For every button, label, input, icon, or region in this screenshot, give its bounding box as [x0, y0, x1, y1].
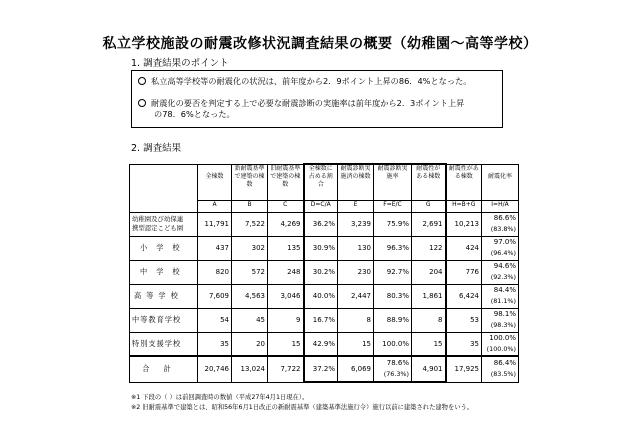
points-box [131, 70, 503, 128]
footnote-2: ※2 旧耐震基準で建築とは、昭和56年6月1日改正の新耐震基準（建築基準法施行令）施行以前に建築された建物をいう。 [131, 404, 474, 411]
cell-a: 54 [198, 308, 232, 332]
table-row [130, 260, 519, 284]
cell-f: 96.3% [374, 236, 412, 260]
row-label: 幼稚園及び幼保連 携型認定こども園 [130, 212, 198, 236]
code-h: H=B+G [446, 200, 482, 212]
header-seismic-old: 耐震性がある棟数 [412, 164, 446, 200]
cell-a: 20,746 [198, 356, 232, 382]
cell-i: 86.6% (83.8%) [482, 212, 519, 236]
cell-g: 15 [412, 332, 446, 356]
cell-e: 6,069 [338, 356, 374, 382]
cell-c: 4,269 [268, 212, 304, 236]
row-label: 中学校 [130, 260, 198, 284]
cell-h: 776 [446, 260, 482, 284]
results-table [129, 163, 519, 383]
cell-a: 11,791 [198, 212, 232, 236]
cell-h: 6,424 [446, 284, 482, 308]
cell-e: 3,239 [338, 212, 374, 236]
cell-d: 30.2% [304, 260, 338, 284]
cell-f: 88.9% [374, 308, 412, 332]
cell-d: 37.2% [304, 356, 338, 382]
circle-bullet-icon [138, 77, 146, 85]
cell-d: 40.0% [304, 284, 338, 308]
header-old-standard: 旧耐震基準で建築の棟数 [268, 164, 304, 200]
cell-e: 2,447 [338, 284, 374, 308]
table-row [130, 236, 519, 260]
cell-h: 424 [446, 236, 482, 260]
cell-f: 80.3% [374, 284, 412, 308]
cell-b: 572 [232, 260, 268, 284]
footnote-1: ※1 下段の（ ）は前回調査時の数値（平成27年4月1日現在）。 [131, 394, 309, 401]
cell-h: 53 [446, 308, 482, 332]
cell-d: 42.9% [304, 332, 338, 356]
cell-d: 36.2% [304, 212, 338, 236]
cell-i: 100.0% (100.0%) [482, 332, 519, 356]
cell-g: 204 [412, 260, 446, 284]
code-g: G [412, 200, 446, 212]
cell-e: 15 [338, 332, 374, 356]
cell-a: 7,609 [198, 284, 232, 308]
cell-i: 86.4% (83.5%) [482, 356, 519, 382]
cell-a: 820 [198, 260, 232, 284]
cell-a: 35 [198, 332, 232, 356]
cell-g: 2,691 [412, 212, 446, 236]
cell-b: 13,024 [232, 356, 268, 382]
cell-f: 75.9% [374, 212, 412, 236]
cell-a: 437 [198, 236, 232, 260]
section-heading-results: 2. 調査結果 [131, 143, 182, 154]
point-1: 私立高等学校等の耐震化の状況は、前年度から2．9ポイント上昇の86．4%となった。 [138, 76, 471, 87]
cell-c: 7,722 [268, 356, 304, 382]
table-row [130, 284, 519, 308]
header-total: 全棟数 [198, 164, 232, 200]
cell-e: 8 [338, 308, 374, 332]
code-f: F=E/C [374, 200, 412, 212]
header-diagnosed: 耐震診断実施済の棟数 [338, 164, 374, 200]
table-header-row [130, 164, 519, 200]
cell-i: 84.4% (81.1%) [482, 284, 519, 308]
page-title: 私立学校施設の耐震改修状況調査結果の概要（幼稚園～高等学校） [102, 36, 538, 52]
cell-g: 8 [412, 308, 446, 332]
cell-b: 4,563 [232, 284, 268, 308]
cell-g: 1,861 [412, 284, 446, 308]
circle-bullet-icon [138, 99, 146, 107]
header-category [130, 164, 198, 212]
header-new-standard: 新耐震基準で建築の棟数 [232, 164, 268, 200]
footnotes [131, 393, 473, 413]
cell-i: 98.1% (98.3%) [482, 308, 519, 332]
cell-c: 3,046 [268, 284, 304, 308]
cell-c: 135 [268, 236, 304, 260]
cell-f: 92.7% [374, 260, 412, 284]
cell-f: 78.6% (76.3%) [374, 356, 412, 382]
table-row [130, 308, 519, 332]
code-b: B [232, 200, 268, 212]
cell-i: 97.0% (96.4%) [482, 236, 519, 260]
cell-i: 94.6% (92.3%) [482, 260, 519, 284]
cell-f: 100.0% [374, 332, 412, 356]
header-ratio: 全棟数に占める割合 [304, 164, 338, 200]
cell-b: 20 [232, 332, 268, 356]
cell-e: 230 [338, 260, 374, 284]
cell-c: 9 [268, 308, 304, 332]
cell-g: 4,901 [412, 356, 446, 382]
table-row [130, 212, 519, 236]
cell-b: 302 [232, 236, 268, 260]
cell-c: 248 [268, 260, 304, 284]
code-e: E [338, 200, 374, 212]
code-d: D=C/A [304, 200, 338, 212]
cell-h: 17,925 [446, 356, 482, 382]
cell-c: 15 [268, 332, 304, 356]
header-seismic-total: 耐震性がある棟数 [446, 164, 482, 200]
code-a: A [198, 200, 232, 212]
cell-d: 16.7% [304, 308, 338, 332]
table-total-row [130, 356, 519, 382]
cell-h: 35 [446, 332, 482, 356]
header-seismic-rate: 耐震化率 [482, 164, 519, 200]
header-diagnosis-rate: 耐震診断実施率 [374, 164, 412, 200]
cell-e: 130 [338, 236, 374, 260]
point-2: 耐震化の要否を判定する上で必要な耐震診断の実施率は前年度から2．3ポイント上昇 の78．6%となった。 [138, 98, 464, 120]
row-label: 中等教育学校 [130, 308, 198, 332]
row-label: 小学校 [130, 236, 198, 260]
code-c: C [268, 200, 304, 212]
cell-g: 122 [412, 236, 446, 260]
cell-h: 10,213 [446, 212, 482, 236]
row-label: 高等学校 [130, 284, 198, 308]
section-heading-points: 1. 調査結果のポイント [131, 58, 229, 69]
cell-d: 30.9% [304, 236, 338, 260]
table-row [130, 332, 519, 356]
cell-b: 45 [232, 308, 268, 332]
row-label-total: 合計 [130, 356, 198, 382]
cell-b: 7,522 [232, 212, 268, 236]
code-i: I=H/A [482, 200, 519, 212]
row-label: 特別支援学校 [130, 332, 198, 356]
